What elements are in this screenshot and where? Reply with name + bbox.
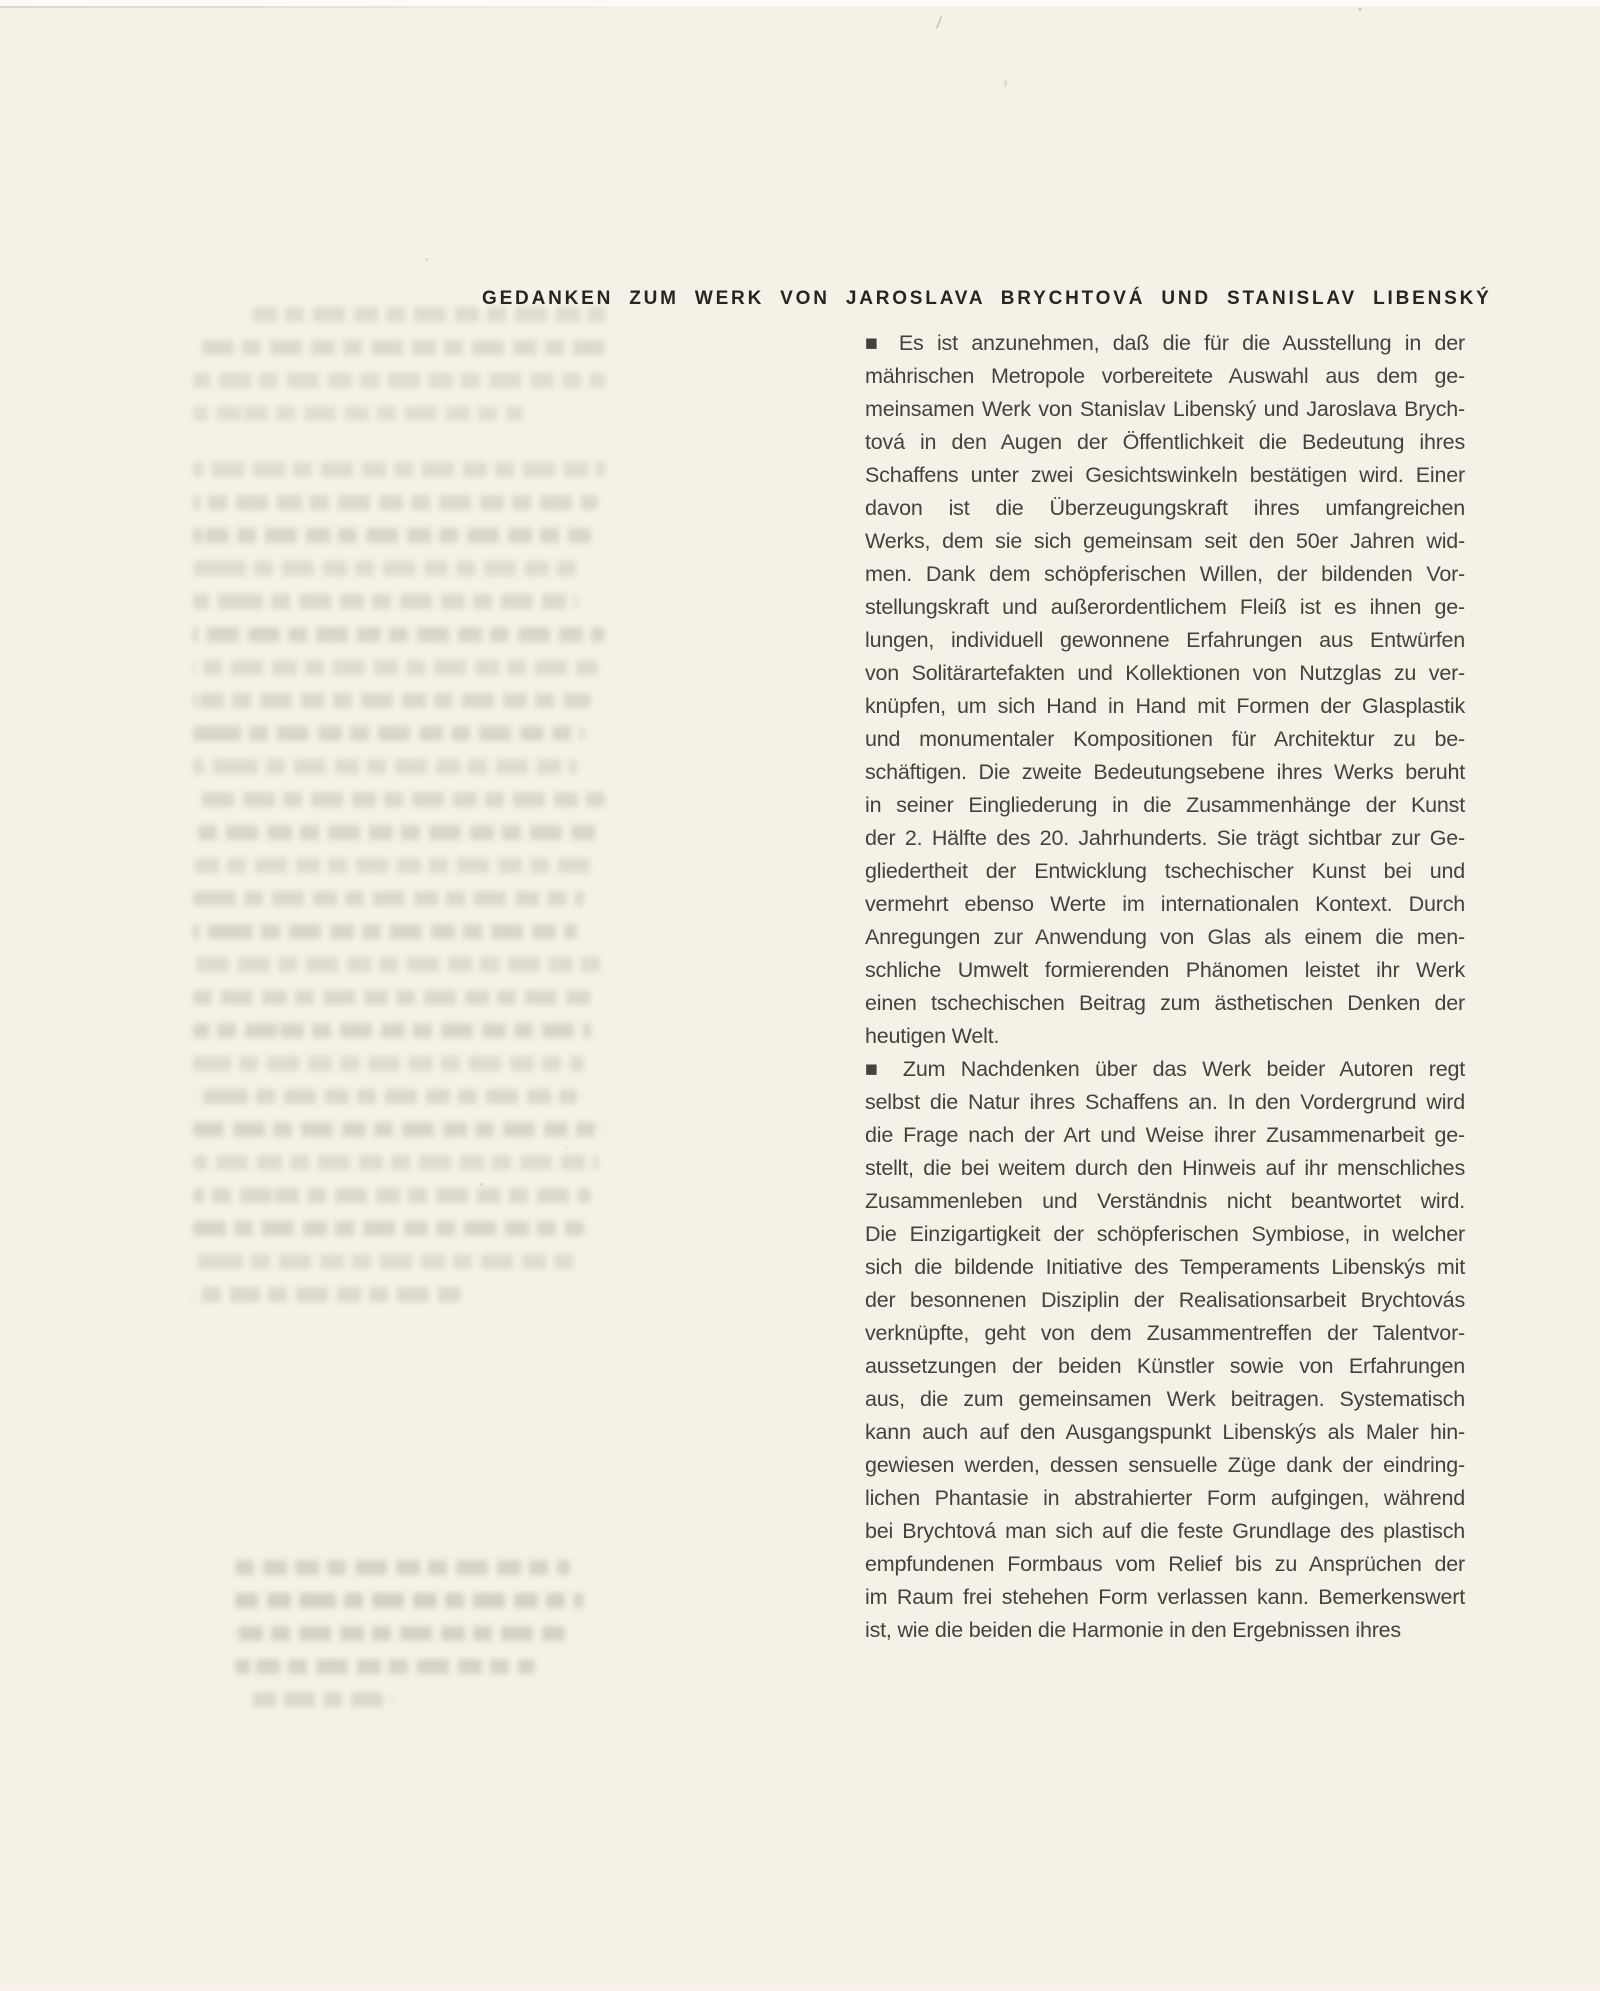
ghost-text-line	[193, 660, 598, 675]
text-line: davon ist die Überzeugungskraft ihres umfangreichen	[865, 496, 1465, 520]
scan-speck	[1358, 8, 1362, 11]
text-line: bei Brychtová man sich auf die feste Grundlage des plastisch	[865, 1519, 1465, 1543]
text-line: gewiesen werden, dessen sensuelle Züge dank der eindring-	[865, 1453, 1465, 1477]
scan-speck	[565, 1147, 567, 1149]
paragraph	[865, 1053, 1465, 1647]
ghost-text-line	[193, 891, 584, 906]
text-line: stellungskraft und außerordentlichem Fleiß ist es ihnen ge-	[865, 595, 1465, 619]
text-line: ist, wie die beiden die Harmonie in den Ergebnissen ihres	[865, 1618, 1401, 1642]
text-line: aus, die zum gemeinsamen Werk beitragen. Systematisch	[865, 1387, 1465, 1411]
text-line: mährischen Metropole vorbereitete Auswahl aus dem ge-	[865, 364, 1465, 388]
text-line: meinsamen Werk von Stanislav Libenský und Jaroslava Brych-	[865, 397, 1465, 421]
ghost-text-line	[193, 1023, 591, 1038]
ghost-text-line	[193, 594, 577, 609]
page-title: GEDANKEN ZUM WERK VON JAROSLAVA BRYCHTOVÁ UND STANISLAV LIBENSKÝ	[482, 288, 1492, 309]
ghost-text-line	[193, 406, 523, 421]
text-line: men. Dank dem schöpferischen Willen, der bildenden Vor-	[865, 562, 1465, 586]
scan-speck	[425, 258, 428, 261]
ghost-text-line	[235, 1626, 565, 1641]
ghost-text-line	[193, 858, 591, 873]
text-line: der 2. Hälfte des 20. Jahrhunderts. Sie trägt sichtbar zur Ge-	[865, 826, 1465, 850]
scan-edge-line	[0, 6, 640, 8]
text-line: Zusammenleben und Verständnis nicht beantwortet wird.	[865, 1189, 1465, 1213]
text-line: heutigen Welt.	[865, 1024, 1000, 1048]
text-line: die Frage nach der Art und Weise ihrer Zusammenarbeit ge-	[865, 1123, 1465, 1147]
text-line: lichen Phantasie in abstrahierter Form aufgingen, während	[865, 1486, 1465, 1510]
text-line: lungen, individuell gewonnene Erfahrungen aus Entwürfen	[865, 628, 1465, 652]
text-line: kann auch auf den Ausgangspunkt Libenskýs als Maler hin-	[865, 1420, 1465, 1444]
ghost-text-line	[193, 1221, 584, 1236]
ghost-text-line	[193, 693, 591, 708]
ghost-text-line	[193, 759, 577, 774]
text-line: schliche Umwelt formierenden Phänomen leistet ihr Werk	[865, 958, 1465, 982]
article-text	[865, 327, 1465, 1647]
ghost-text-line	[193, 1254, 577, 1269]
ghost-text-line	[193, 1155, 598, 1170]
ghost-text-line	[193, 726, 584, 741]
text-line: Anregungen zur Anwendung von Glas als einem die men-	[865, 925, 1465, 949]
ghost-text-line	[193, 1188, 591, 1203]
ghost-text-line	[193, 373, 605, 388]
ghost-text-line	[193, 627, 605, 642]
ghost-text-line	[253, 1692, 393, 1707]
text-line: Schaffens unter zwei Gesichtswinkeln bestätigen wird. Einer	[865, 463, 1465, 487]
text-line: verknüpfte, geht von dem Zusammentreffen der Talentvor-	[865, 1321, 1465, 1345]
text-line: im Raum frei stehehen Form verlassen kann. Bemerkenswert	[865, 1585, 1465, 1609]
text-line: gliedertheit der Entwicklung tschechischer Kunst bei und	[865, 859, 1465, 883]
ghost-text-line	[193, 528, 591, 543]
text-line: einen tschechischen Beitrag zum ästhetischen Denken der	[865, 991, 1465, 1015]
ghost-text-line	[193, 1089, 577, 1104]
ghost-text-line	[193, 462, 605, 477]
ghost-text-line	[193, 792, 605, 807]
text-line: schäftigen. Die zweite Bedeutungsebene ihres Werks beruht	[865, 760, 1465, 784]
text-line: knüpfen, um sich Hand in Hand mit Formen der Glasplastik	[865, 694, 1465, 718]
paragraph	[865, 327, 1465, 1053]
ghost-text-line	[193, 990, 598, 1005]
text-line: stellt, die bei weitem durch den Hinweis auf ihr menschliches	[865, 1156, 1465, 1180]
ghost-text-line	[193, 957, 605, 972]
scan-speck	[936, 16, 943, 29]
text-line: ■ Es ist anzunehmen, daß die für die Ausstellung in der	[865, 331, 1465, 355]
text-line: von Solitärartefakten und Kollektionen von Nutzglas zu ver-	[865, 661, 1465, 685]
ghost-text-line	[193, 561, 584, 576]
ghost-text-line	[193, 1122, 605, 1137]
text-line: ■ Zum Nachdenken über das Werk beider Autoren regt	[865, 1057, 1465, 1081]
text-line: Die Einzigartigkeit der schöpferischen Symbiose, in welcher	[865, 1222, 1465, 1246]
ghost-text-line	[235, 1659, 535, 1674]
ghost-text-line	[193, 1287, 461, 1302]
text-line: der besonnenen Disziplin der Realisationsarbeit Brychtovás	[865, 1288, 1465, 1312]
text-line: vermehrt ebenso Werte im internationalen Kontext. Durch	[865, 892, 1465, 916]
text-line: Werks, dem sie sich gemeinsam seit den 50er Jahren wid-	[865, 529, 1465, 553]
ghost-text-line	[193, 924, 577, 939]
text-line: empfundenen Formbaus vom Relief bis zu Ansprüchen der	[865, 1552, 1465, 1576]
text-line: aussetzungen der beiden Künstler sowie von Erfahrungen	[865, 1354, 1465, 1378]
ghost-text-line	[193, 495, 598, 510]
ghost-text-line	[235, 1560, 570, 1575]
text-line: und monumentaler Kompositionen für Architektur zu be-	[865, 727, 1465, 751]
ghost-text-line	[235, 1593, 583, 1608]
text-line: sich die bildende Initiative des Temperaments Libenskýs mit	[865, 1255, 1465, 1279]
scan-edge-bottom	[0, 1982, 1600, 1991]
ghost-text-line	[193, 340, 605, 355]
text-line: in seiner Eingliederung in die Zusammenhänge der Kunst	[865, 793, 1465, 817]
text-line: tová in den Augen der Öffentlichkeit die Bedeutung ihres	[865, 430, 1465, 454]
scan-speck	[1004, 79, 1007, 87]
scan-speck	[480, 1183, 483, 1186]
ghost-text-line	[193, 1056, 584, 1071]
ghost-text-line	[193, 825, 598, 840]
text-line: selbst die Natur ihres Schaffens an. In den Vordergrund wird	[865, 1090, 1465, 1114]
